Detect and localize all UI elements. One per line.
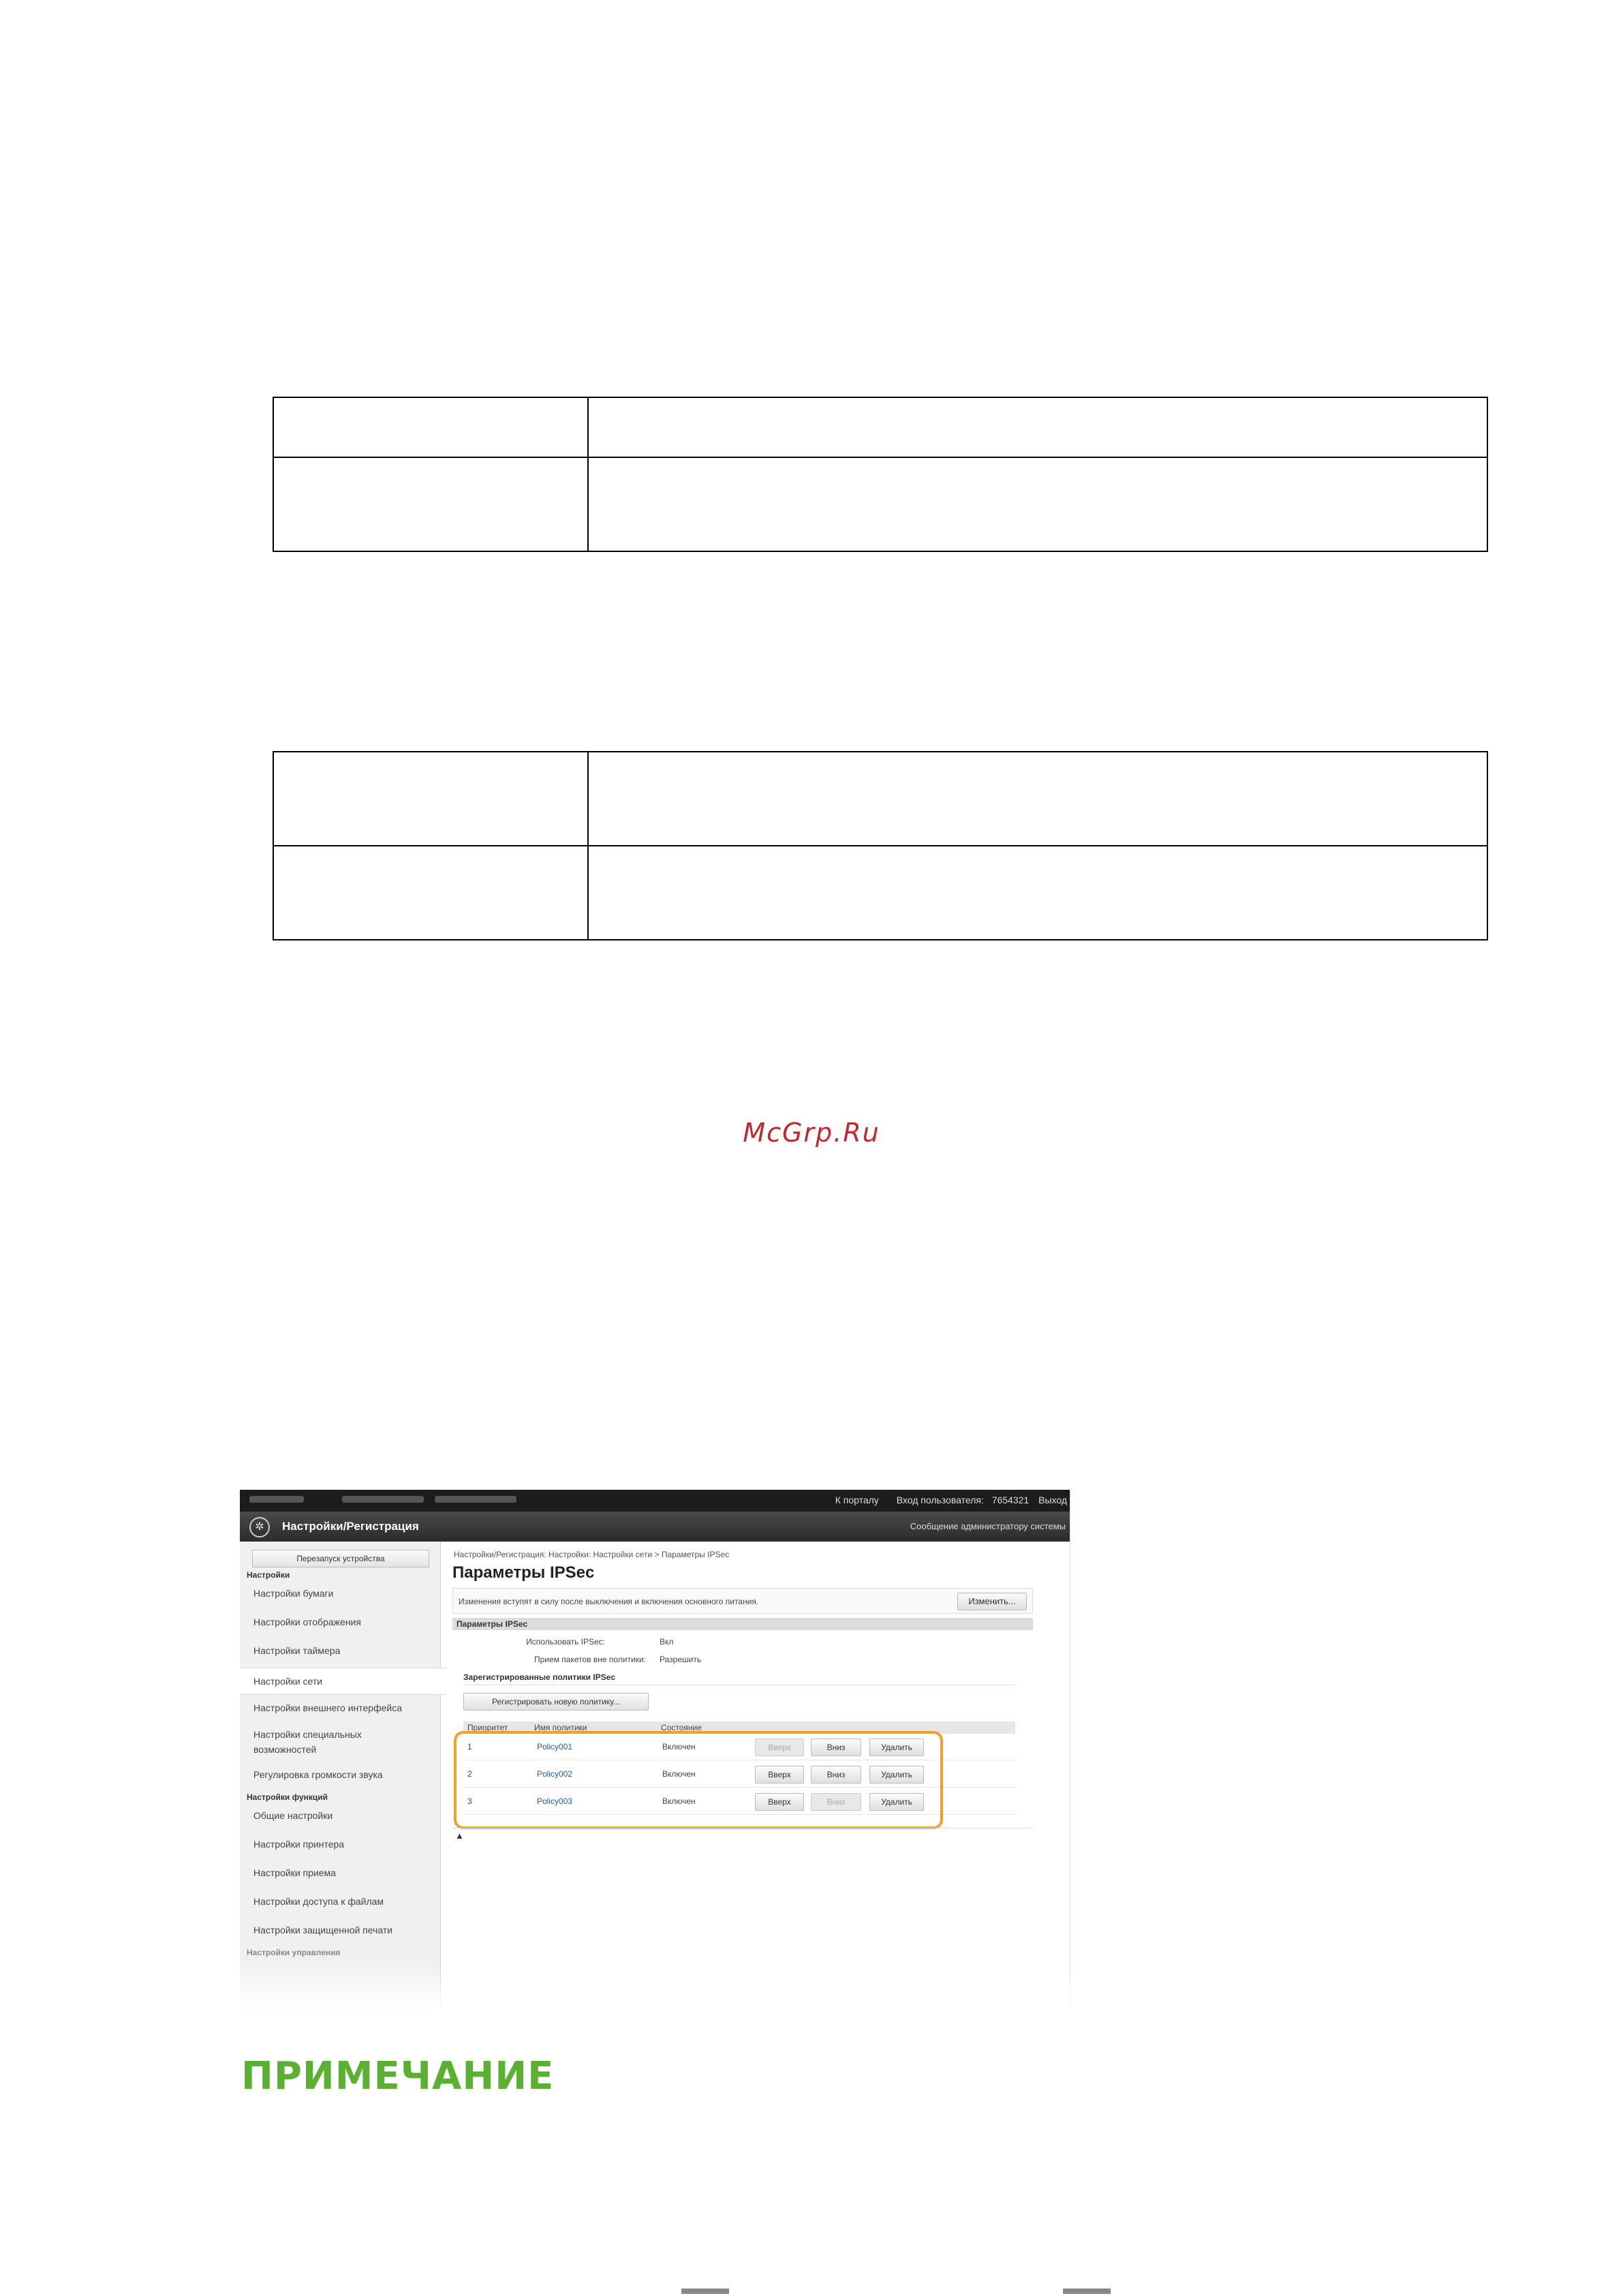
table-cell <box>588 457 1487 551</box>
up-button[interactable]: Вверх <box>755 1739 804 1756</box>
sidebar-item-timer[interactable]: Настройки таймера <box>253 1645 341 1656</box>
policy-link[interactable]: Policy003 <box>537 1796 573 1806</box>
table-cell <box>273 397 588 457</box>
state-cell: Включен <box>662 1742 696 1751</box>
section-band-ipsec: Параметры IPSec <box>452 1618 1033 1630</box>
user-id: 7654321 <box>991 1495 1030 1505</box>
portal-link[interactable]: К порталу <box>835 1495 879 1505</box>
table-header <box>463 1721 1015 1734</box>
watermark: McGrp.Ru <box>743 1118 880 1148</box>
top-links <box>820 1495 1067 1505</box>
blurred-text <box>435 1496 516 1503</box>
use-ipsec-value: Вкл <box>660 1637 674 1647</box>
table-cell <box>273 457 588 551</box>
up-button[interactable]: Вверх <box>755 1766 804 1784</box>
window-edge <box>1070 1490 1077 2010</box>
down-button[interactable]: Вниз <box>811 1766 861 1784</box>
doc-table-1 <box>273 397 1488 552</box>
bypass-value: Разрешить <box>660 1655 702 1664</box>
table-cell <box>588 846 1487 940</box>
footer-mark <box>1063 2289 1111 2294</box>
login-label: Вход пользователя: <box>896 1495 984 1505</box>
bypass-label: Прием пакетов вне политики: <box>534 1655 646 1664</box>
sidebar-item-file-access[interactable]: Настройки доступа к файлам <box>253 1896 384 1907</box>
scroll-top-icon[interactable]: ▲ <box>455 1831 464 1841</box>
info-box <box>452 1588 1033 1614</box>
sidebar-item-common[interactable]: Общие настройки <box>253 1810 333 1821</box>
change-button[interactable]: Изменить... <box>957 1593 1027 1610</box>
table-cell <box>588 397 1487 457</box>
table-cell <box>273 846 588 940</box>
policy-link[interactable]: Policy002 <box>537 1769 573 1779</box>
sidebar-item-receive[interactable]: Настройки приема <box>253 1867 336 1878</box>
sidebar-item-printer[interactable]: Настройки принтера <box>253 1839 345 1850</box>
app-title: Настройки/Регистрация <box>282 1520 419 1533</box>
info-text: Изменения вступят в силу после выключения и включения основного питания. <box>459 1597 759 1606</box>
policy-link[interactable]: Policy001 <box>537 1742 573 1751</box>
breadcrumb: Настройки/Регистрация: Настройки: Настройки сети > Параметры IPSec <box>454 1550 730 1559</box>
use-ipsec-label: Использовать IPSec: <box>526 1637 605 1647</box>
doc-table-2 <box>273 751 1488 940</box>
footer-marks <box>0 2289 1623 2296</box>
delete-button[interactable]: Удалить <box>869 1739 924 1756</box>
footer-mark <box>681 2289 729 2294</box>
sidebar-section-functions: Настройки функций <box>247 1792 328 1802</box>
sidebar-item-display[interactable]: Настройки отображения <box>253 1617 361 1627</box>
sidebar-item-volume[interactable]: Регулировка громкости звука <box>253 1769 383 1780</box>
header-bar <box>240 1512 1077 1542</box>
priority-cell: 1 <box>467 1742 472 1751</box>
table-cell <box>588 752 1487 846</box>
delete-button[interactable]: Удалить <box>869 1766 924 1784</box>
column-header: Имя политики <box>534 1723 587 1732</box>
sidebar <box>240 1542 441 2010</box>
note-heading: ПРИМЕЧАНИЕ <box>241 2054 555 2098</box>
restart-device-button[interactable]: Перезапуск устройства <box>252 1550 429 1567</box>
delete-button[interactable]: Удалить <box>869 1793 924 1811</box>
down-button[interactable]: Вниз <box>811 1793 861 1811</box>
settings-logo-icon: ✲ <box>249 1517 270 1537</box>
table-row <box>463 1788 1015 1815</box>
sidebar-section-management: Настройки управления <box>247 1948 341 1957</box>
top-bar <box>240 1490 1077 1512</box>
main-content <box>448 1542 1077 2010</box>
sidebar-item-interface[interactable]: Настройки внешнего интерфейса <box>253 1702 403 1713</box>
blurred-text <box>342 1496 424 1503</box>
logout-link[interactable]: Выход <box>1038 1495 1067 1505</box>
column-header: Приоритет <box>467 1723 508 1732</box>
state-cell: Включен <box>662 1769 696 1779</box>
register-policy-button[interactable]: Регистрировать новую политику... <box>463 1693 649 1711</box>
priority-cell: 3 <box>467 1796 472 1806</box>
column-header: Состояние <box>661 1723 702 1732</box>
down-button[interactable]: Вниз <box>811 1739 861 1756</box>
sidebar-item-secure-print[interactable]: Настройки защищенной печати <box>253 1925 393 1935</box>
sidebar-item-paper[interactable]: Настройки бумаги <box>253 1588 334 1599</box>
table-row <box>463 1734 1015 1760</box>
registered-policies-heading: Зарегистрированные политики IPSec <box>463 1672 616 1682</box>
table-cell <box>273 752 588 846</box>
table-row <box>463 1761 1015 1788</box>
up-button[interactable]: Вверх <box>755 1793 804 1811</box>
sidebar-item-accessibility[interactable]: Настройки специальных возможностей <box>253 1729 362 1755</box>
sidebar-section-settings: Настройки <box>247 1570 290 1580</box>
admin-message-link[interactable]: Сообщение администратору системы <box>910 1521 1066 1531</box>
priority-cell: 2 <box>467 1769 472 1779</box>
state-cell: Включен <box>662 1796 696 1806</box>
ui-screenshot <box>240 1490 1077 2010</box>
page-title: Параметры IPSec <box>452 1563 595 1582</box>
blurred-text <box>249 1496 304 1503</box>
sidebar-item-network[interactable]: Настройки сети <box>240 1668 447 1695</box>
